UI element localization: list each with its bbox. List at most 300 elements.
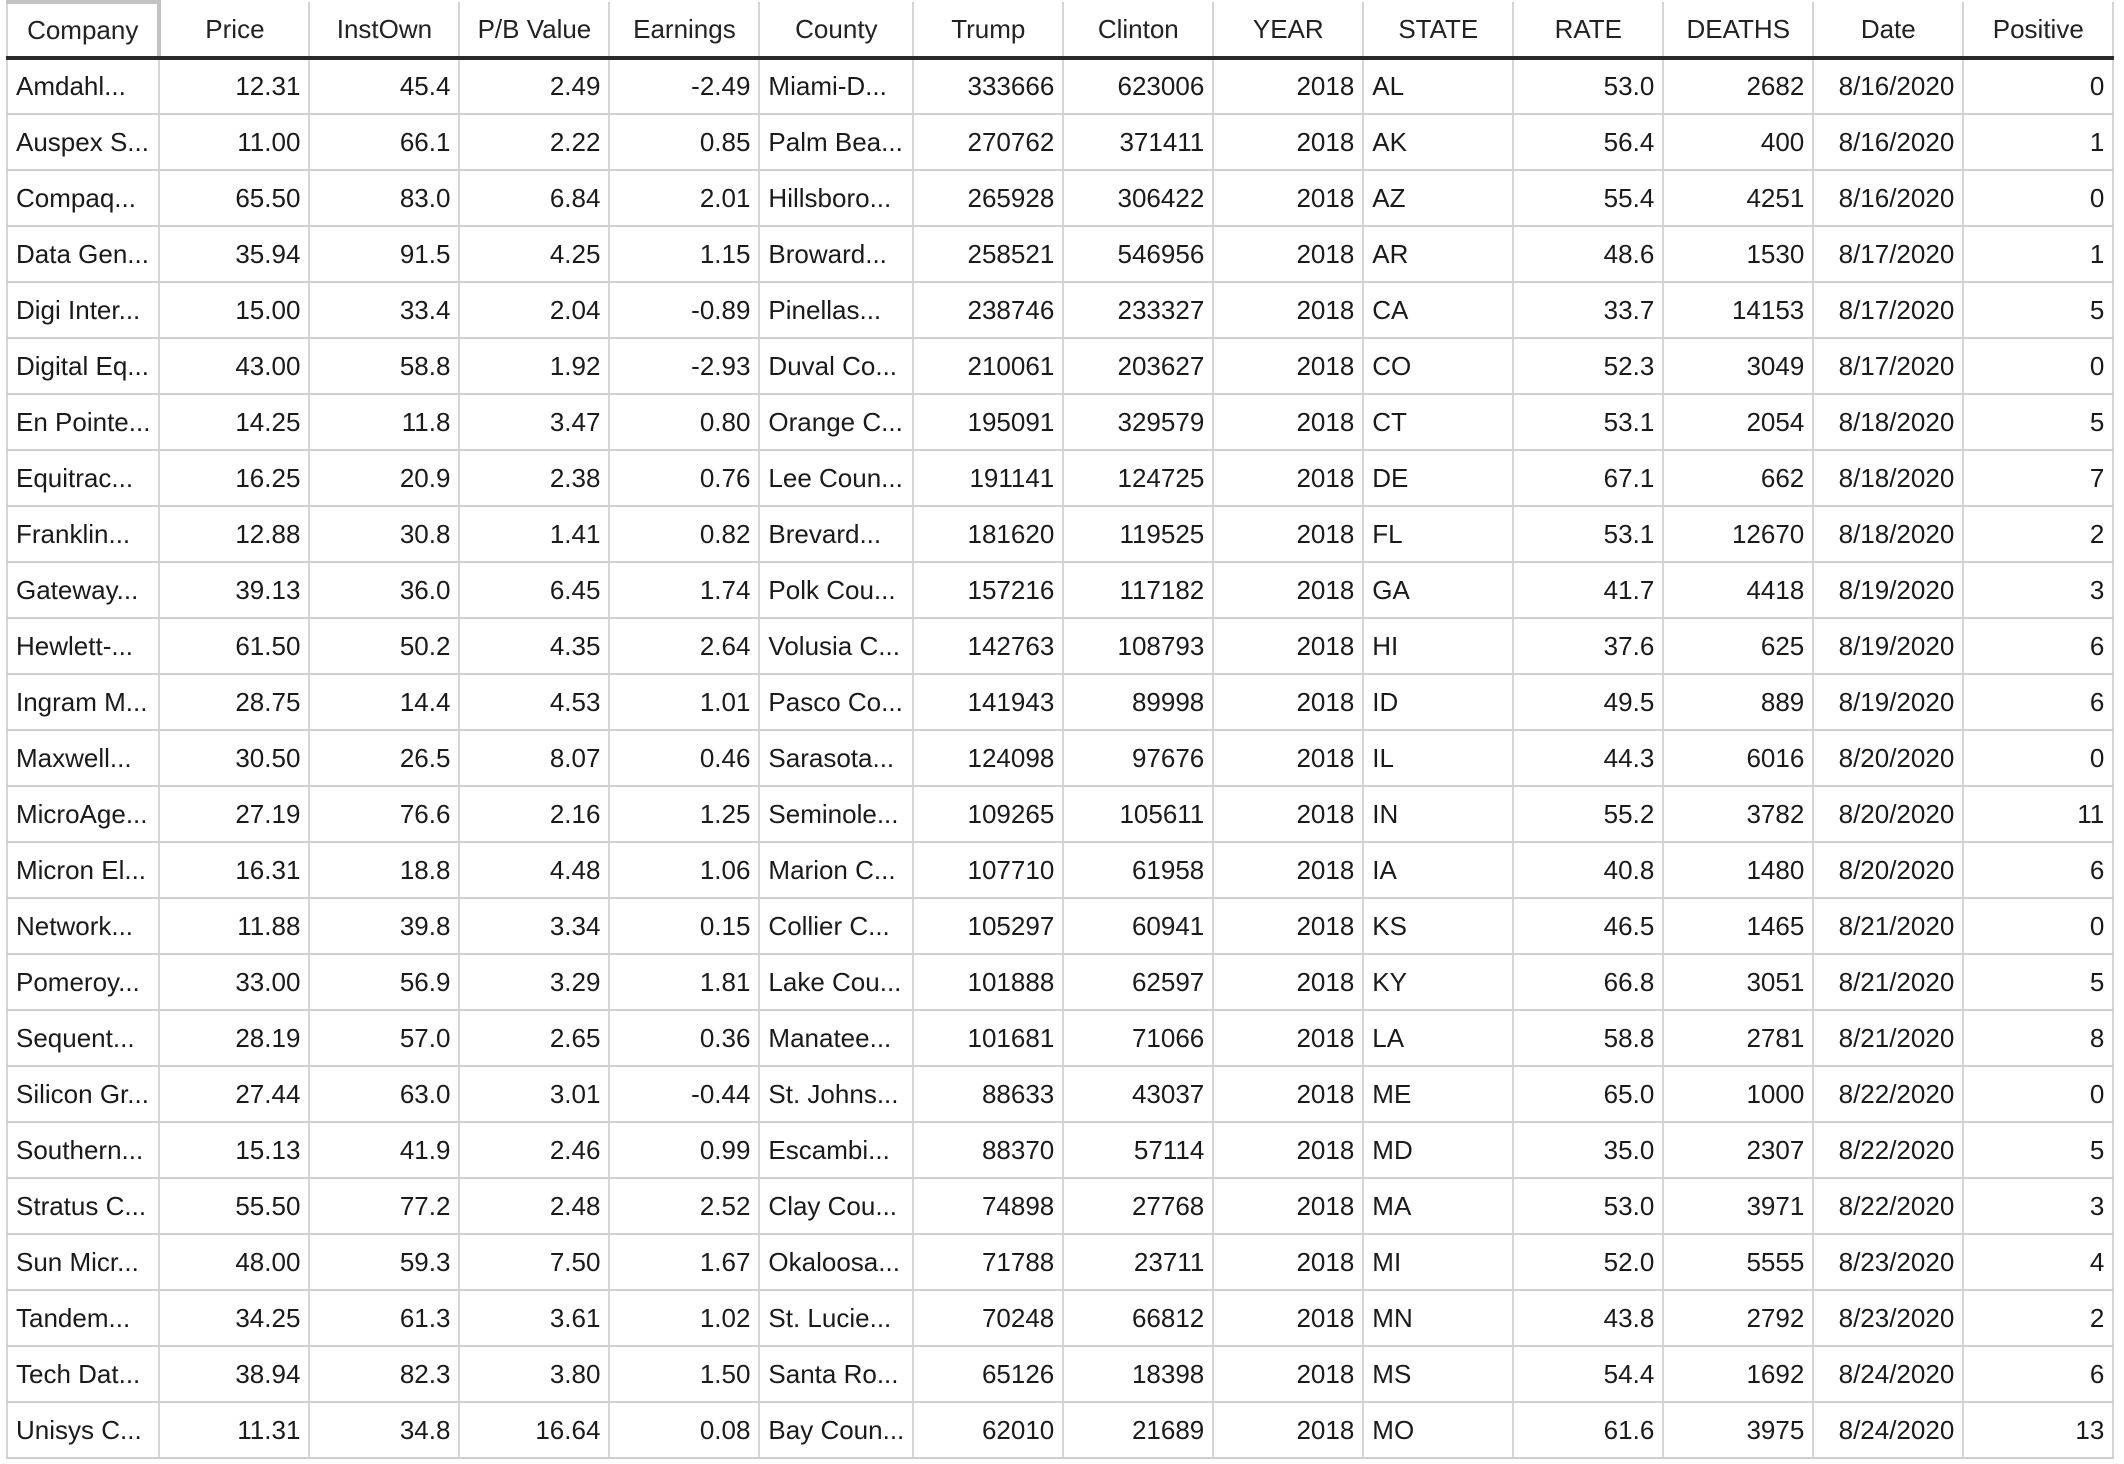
cell-year[interactable]: 2018 (1213, 282, 1363, 338)
cell-date[interactable]: 8/20/2020 (1813, 730, 1963, 786)
cell-company[interactable]: Pomeroy... (7, 954, 159, 1010)
cell-county[interactable]: Orange C... (759, 394, 913, 450)
cell-positive[interactable]: 1 (1963, 226, 2113, 282)
cell-deaths[interactable]: 1000 (1663, 1066, 1813, 1122)
table-row[interactable] (7, 562, 2113, 618)
cell-price[interactable]: 65.50 (159, 170, 309, 226)
cell-price[interactable]: 15.00 (159, 282, 309, 338)
cell-company[interactable]: Equitrac... (7, 450, 159, 506)
cell-deaths[interactable]: 400 (1663, 114, 1813, 170)
table-row[interactable] (7, 226, 2113, 282)
cell-county[interactable]: Miami-D... (759, 58, 913, 114)
cell-county[interactable]: Lake Cou... (759, 954, 913, 1010)
cell-trump[interactable]: 142763 (913, 618, 1063, 674)
cell-clinton[interactable]: 61958 (1063, 842, 1213, 898)
cell-trump[interactable]: 109265 (913, 786, 1063, 842)
cell-state[interactable]: DE (1363, 450, 1513, 506)
cell-county[interactable]: Marion C... (759, 842, 913, 898)
cell-earnings[interactable]: 0.36 (609, 1010, 759, 1066)
cell-state[interactable]: MI (1363, 1234, 1513, 1290)
cell-clinton[interactable]: 23711 (1063, 1234, 1213, 1290)
cell-earnings[interactable]: 0.85 (609, 114, 759, 170)
cell-date[interactable]: 8/20/2020 (1813, 786, 1963, 842)
cell-pb-value[interactable]: 4.48 (459, 842, 609, 898)
table-row[interactable] (7, 842, 2113, 898)
cell-rate[interactable]: 37.6 (1513, 618, 1663, 674)
cell-clinton[interactable]: 89998 (1063, 674, 1213, 730)
cell-deaths[interactable]: 1465 (1663, 898, 1813, 954)
cell-date[interactable]: 8/16/2020 (1813, 58, 1963, 114)
cell-deaths[interactable]: 5555 (1663, 1234, 1813, 1290)
table-row[interactable] (7, 1402, 2113, 1458)
cell-clinton[interactable]: 18398 (1063, 1346, 1213, 1402)
cell-date[interactable]: 8/22/2020 (1813, 1066, 1963, 1122)
cell-deaths[interactable]: 1530 (1663, 226, 1813, 282)
cell-date[interactable]: 8/24/2020 (1813, 1346, 1963, 1402)
cell-positive[interactable]: 5 (1963, 394, 2113, 450)
cell-pb-value[interactable]: 8.07 (459, 730, 609, 786)
column-header-trump[interactable]: Trump (913, 2, 1063, 58)
cell-pb-value[interactable]: 6.45 (459, 562, 609, 618)
cell-rate[interactable]: 67.1 (1513, 450, 1663, 506)
cell-price[interactable]: 48.00 (159, 1234, 309, 1290)
cell-pb-value[interactable]: 3.34 (459, 898, 609, 954)
cell-trump[interactable]: 65126 (913, 1346, 1063, 1402)
cell-date[interactable]: 8/18/2020 (1813, 450, 1963, 506)
cell-instown[interactable]: 26.5 (309, 730, 459, 786)
cell-clinton[interactable]: 233327 (1063, 282, 1213, 338)
cell-pb-value[interactable]: 3.80 (459, 1346, 609, 1402)
cell-rate[interactable]: 55.4 (1513, 170, 1663, 226)
cell-positive[interactable]: 0 (1963, 898, 2113, 954)
cell-county[interactable]: St. Lucie... (759, 1290, 913, 1346)
cell-year[interactable]: 2018 (1213, 954, 1363, 1010)
cell-instown[interactable]: 77.2 (309, 1178, 459, 1234)
column-header-rate[interactable]: RATE (1513, 2, 1663, 58)
cell-price[interactable]: 11.31 (159, 1402, 309, 1458)
cell-instown[interactable]: 34.8 (309, 1402, 459, 1458)
cell-company[interactable]: Stratus C... (7, 1178, 159, 1234)
column-header-state[interactable]: STATE (1363, 2, 1513, 58)
cell-clinton[interactable]: 117182 (1063, 562, 1213, 618)
cell-company[interactable]: Silicon Gr... (7, 1066, 159, 1122)
table-row[interactable] (7, 450, 2113, 506)
cell-county[interactable]: Escambi... (759, 1122, 913, 1178)
cell-trump[interactable]: 71788 (913, 1234, 1063, 1290)
cell-deaths[interactable]: 2781 (1663, 1010, 1813, 1066)
cell-company[interactable]: Tech Dat... (7, 1346, 159, 1402)
cell-deaths[interactable]: 1480 (1663, 842, 1813, 898)
cell-earnings[interactable]: 0.82 (609, 506, 759, 562)
cell-year[interactable]: 2018 (1213, 1178, 1363, 1234)
cell-earnings[interactable]: -2.93 (609, 338, 759, 394)
cell-date[interactable]: 8/24/2020 (1813, 1402, 1963, 1458)
table-row[interactable] (7, 1066, 2113, 1122)
cell-price[interactable]: 55.50 (159, 1178, 309, 1234)
cell-date[interactable]: 8/19/2020 (1813, 674, 1963, 730)
column-header-year[interactable]: YEAR (1213, 2, 1363, 58)
table-row[interactable] (7, 786, 2113, 842)
cell-earnings[interactable]: 2.01 (609, 170, 759, 226)
cell-county[interactable]: Clay Cou... (759, 1178, 913, 1234)
table-row[interactable] (7, 1290, 2113, 1346)
cell-clinton[interactable]: 119525 (1063, 506, 1213, 562)
table-row[interactable] (7, 282, 2113, 338)
cell-earnings[interactable]: 1.02 (609, 1290, 759, 1346)
cell-date[interactable]: 8/17/2020 (1813, 282, 1963, 338)
cell-instown[interactable]: 45.4 (309, 58, 459, 114)
cell-company[interactable]: Auspex S... (7, 114, 159, 170)
cell-state[interactable]: FL (1363, 506, 1513, 562)
cell-year[interactable]: 2018 (1213, 394, 1363, 450)
cell-deaths[interactable]: 3975 (1663, 1402, 1813, 1458)
table-row[interactable] (7, 954, 2113, 1010)
cell-clinton[interactable]: 60941 (1063, 898, 1213, 954)
cell-company[interactable]: Gateway... (7, 562, 159, 618)
cell-earnings[interactable]: 0.76 (609, 450, 759, 506)
column-header-county[interactable]: County (759, 2, 913, 58)
table-row[interactable] (7, 898, 2113, 954)
cell-positive[interactable]: 3 (1963, 562, 2113, 618)
cell-company[interactable]: En Pointe... (7, 394, 159, 450)
cell-pb-value[interactable]: 3.29 (459, 954, 609, 1010)
cell-state[interactable]: CO (1363, 338, 1513, 394)
cell-company[interactable]: Digital Eq... (7, 338, 159, 394)
table-row[interactable] (7, 170, 2113, 226)
cell-rate[interactable]: 48.6 (1513, 226, 1663, 282)
cell-clinton[interactable]: 62597 (1063, 954, 1213, 1010)
cell-pb-value[interactable]: 4.53 (459, 674, 609, 730)
table-row[interactable] (7, 730, 2113, 786)
column-header-instown[interactable]: InstOwn (309, 2, 459, 58)
cell-deaths[interactable]: 4418 (1663, 562, 1813, 618)
cell-price[interactable]: 27.19 (159, 786, 309, 842)
cell-rate[interactable]: 53.1 (1513, 394, 1663, 450)
cell-positive[interactable]: 6 (1963, 674, 2113, 730)
cell-county[interactable]: Collier C... (759, 898, 913, 954)
cell-state[interactable]: MD (1363, 1122, 1513, 1178)
column-header-company[interactable]: Company (7, 2, 159, 58)
cell-instown[interactable]: 50.2 (309, 618, 459, 674)
cell-positive[interactable]: 0 (1963, 730, 2113, 786)
cell-date[interactable]: 8/21/2020 (1813, 954, 1963, 1010)
table-row[interactable] (7, 618, 2113, 674)
cell-state[interactable]: KY (1363, 954, 1513, 1010)
cell-trump[interactable]: 210061 (913, 338, 1063, 394)
cell-positive[interactable]: 0 (1963, 170, 2113, 226)
cell-date[interactable]: 8/20/2020 (1813, 842, 1963, 898)
cell-trump[interactable]: 195091 (913, 394, 1063, 450)
cell-rate[interactable]: 44.3 (1513, 730, 1663, 786)
cell-clinton[interactable]: 21689 (1063, 1402, 1213, 1458)
cell-pb-value[interactable]: 2.04 (459, 282, 609, 338)
cell-rate[interactable]: 56.4 (1513, 114, 1663, 170)
cell-deaths[interactable]: 889 (1663, 674, 1813, 730)
cell-instown[interactable]: 66.1 (309, 114, 459, 170)
table-row[interactable] (7, 1178, 2113, 1234)
cell-pb-value[interactable]: 2.49 (459, 58, 609, 114)
cell-clinton[interactable]: 329579 (1063, 394, 1213, 450)
column-header-date[interactable]: Date (1813, 2, 1963, 58)
cell-instown[interactable]: 33.4 (309, 282, 459, 338)
cell-rate[interactable]: 46.5 (1513, 898, 1663, 954)
cell-pb-value[interactable]: 4.25 (459, 226, 609, 282)
cell-trump[interactable]: 258521 (913, 226, 1063, 282)
cell-trump[interactable]: 107710 (913, 842, 1063, 898)
cell-price[interactable]: 16.31 (159, 842, 309, 898)
cell-date[interactable]: 8/19/2020 (1813, 618, 1963, 674)
cell-date[interactable]: 8/18/2020 (1813, 506, 1963, 562)
cell-state[interactable]: AR (1363, 226, 1513, 282)
cell-company[interactable]: Data Gen... (7, 226, 159, 282)
cell-earnings[interactable]: 0.80 (609, 394, 759, 450)
cell-clinton[interactable]: 306422 (1063, 170, 1213, 226)
cell-rate[interactable]: 65.0 (1513, 1066, 1663, 1122)
cell-clinton[interactable]: 124725 (1063, 450, 1213, 506)
cell-deaths[interactable]: 6016 (1663, 730, 1813, 786)
column-header-price[interactable]: Price (159, 2, 309, 58)
cell-price[interactable]: 35.94 (159, 226, 309, 282)
table-row[interactable] (7, 1122, 2113, 1178)
cell-earnings[interactable]: 1.01 (609, 674, 759, 730)
cell-clinton[interactable]: 108793 (1063, 618, 1213, 674)
cell-pb-value[interactable]: 3.01 (459, 1066, 609, 1122)
cell-positive[interactable]: 11 (1963, 786, 2113, 842)
cell-year[interactable]: 2018 (1213, 786, 1363, 842)
cell-clinton[interactable]: 105611 (1063, 786, 1213, 842)
cell-county[interactable]: Lee Coun... (759, 450, 913, 506)
cell-rate[interactable]: 66.8 (1513, 954, 1663, 1010)
cell-positive[interactable]: 6 (1963, 842, 2113, 898)
cell-positive[interactable]: 6 (1963, 1346, 2113, 1402)
cell-company[interactable]: Maxwell... (7, 730, 159, 786)
cell-pb-value[interactable]: 3.47 (459, 394, 609, 450)
cell-price[interactable]: 11.88 (159, 898, 309, 954)
cell-price[interactable]: 61.50 (159, 618, 309, 674)
cell-instown[interactable]: 36.0 (309, 562, 459, 618)
table-row[interactable] (7, 394, 2113, 450)
cell-pb-value[interactable]: 2.22 (459, 114, 609, 170)
cell-year[interactable]: 2018 (1213, 170, 1363, 226)
cell-deaths[interactable]: 2054 (1663, 394, 1813, 450)
cell-county[interactable]: Bay Coun... (759, 1402, 913, 1458)
cell-state[interactable]: LA (1363, 1010, 1513, 1066)
cell-positive[interactable]: 0 (1963, 338, 2113, 394)
cell-year[interactable]: 2018 (1213, 618, 1363, 674)
cell-earnings[interactable]: 1.81 (609, 954, 759, 1010)
cell-earnings[interactable]: 1.06 (609, 842, 759, 898)
cell-instown[interactable]: 14.4 (309, 674, 459, 730)
cell-instown[interactable]: 41.9 (309, 1122, 459, 1178)
cell-pb-value[interactable]: 2.38 (459, 450, 609, 506)
cell-clinton[interactable]: 66812 (1063, 1290, 1213, 1346)
cell-county[interactable]: Duval Co... (759, 338, 913, 394)
cell-pb-value[interactable]: 16.64 (459, 1402, 609, 1458)
table-row[interactable] (7, 114, 2113, 170)
cell-earnings[interactable]: -0.44 (609, 1066, 759, 1122)
cell-year[interactable]: 2018 (1213, 674, 1363, 730)
cell-positive[interactable]: 3 (1963, 1178, 2113, 1234)
cell-county[interactable]: Hillsboro... (759, 170, 913, 226)
cell-year[interactable]: 2018 (1213, 562, 1363, 618)
table-row[interactable] (7, 506, 2113, 562)
cell-rate[interactable]: 35.0 (1513, 1122, 1663, 1178)
cell-pb-value[interactable]: 2.46 (459, 1122, 609, 1178)
cell-date[interactable]: 8/17/2020 (1813, 226, 1963, 282)
cell-rate[interactable]: 61.6 (1513, 1402, 1663, 1458)
cell-company[interactable]: Amdahl... (7, 58, 159, 114)
cell-rate[interactable]: 33.7 (1513, 282, 1663, 338)
cell-price[interactable]: 38.94 (159, 1346, 309, 1402)
cell-deaths[interactable]: 3971 (1663, 1178, 1813, 1234)
cell-rate[interactable]: 53.0 (1513, 58, 1663, 114)
cell-positive[interactable]: 4 (1963, 1234, 2113, 1290)
cell-deaths[interactable]: 12670 (1663, 506, 1813, 562)
column-header-positive[interactable]: Positive (1963, 2, 2113, 58)
cell-clinton[interactable]: 623006 (1063, 58, 1213, 114)
cell-rate[interactable]: 49.5 (1513, 674, 1663, 730)
cell-state[interactable]: IA (1363, 842, 1513, 898)
cell-instown[interactable]: 56.9 (309, 954, 459, 1010)
cell-earnings[interactable]: 0.99 (609, 1122, 759, 1178)
cell-earnings[interactable]: 2.52 (609, 1178, 759, 1234)
cell-rate[interactable]: 52.0 (1513, 1234, 1663, 1290)
cell-instown[interactable]: 61.3 (309, 1290, 459, 1346)
cell-positive[interactable]: 13 (1963, 1402, 2113, 1458)
cell-deaths[interactable]: 4251 (1663, 170, 1813, 226)
cell-trump[interactable]: 265928 (913, 170, 1063, 226)
cell-pb-value[interactable]: 2.65 (459, 1010, 609, 1066)
cell-instown[interactable]: 76.6 (309, 786, 459, 842)
table-row[interactable] (7, 1234, 2113, 1290)
cell-company[interactable]: Network... (7, 898, 159, 954)
cell-earnings[interactable]: 2.64 (609, 618, 759, 674)
cell-rate[interactable]: 53.1 (1513, 506, 1663, 562)
cell-trump[interactable]: 124098 (913, 730, 1063, 786)
cell-county[interactable]: Broward... (759, 226, 913, 282)
cell-price[interactable]: 15.13 (159, 1122, 309, 1178)
cell-date[interactable]: 8/16/2020 (1813, 114, 1963, 170)
cell-company[interactable]: Compaq... (7, 170, 159, 226)
cell-clinton[interactable]: 546956 (1063, 226, 1213, 282)
cell-price[interactable]: 27.44 (159, 1066, 309, 1122)
cell-state[interactable]: MN (1363, 1290, 1513, 1346)
cell-year[interactable]: 2018 (1213, 506, 1363, 562)
cell-date[interactable]: 8/19/2020 (1813, 562, 1963, 618)
cell-year[interactable]: 2018 (1213, 1010, 1363, 1066)
cell-earnings[interactable]: 1.15 (609, 226, 759, 282)
cell-state[interactable]: GA (1363, 562, 1513, 618)
cell-positive[interactable]: 7 (1963, 450, 2113, 506)
cell-county[interactable]: Seminole... (759, 786, 913, 842)
cell-trump[interactable]: 238746 (913, 282, 1063, 338)
cell-trump[interactable]: 333666 (913, 58, 1063, 114)
table-row[interactable] (7, 338, 2113, 394)
cell-trump[interactable]: 191141 (913, 450, 1063, 506)
cell-deaths[interactable]: 3782 (1663, 786, 1813, 842)
cell-trump[interactable]: 141943 (913, 674, 1063, 730)
cell-company[interactable]: MicroAge... (7, 786, 159, 842)
cell-county[interactable]: Polk Cou... (759, 562, 913, 618)
cell-positive[interactable]: 5 (1963, 1122, 2113, 1178)
cell-state[interactable]: IL (1363, 730, 1513, 786)
cell-trump[interactable]: 101681 (913, 1010, 1063, 1066)
cell-year[interactable]: 2018 (1213, 114, 1363, 170)
cell-state[interactable]: KS (1363, 898, 1513, 954)
cell-trump[interactable]: 105297 (913, 898, 1063, 954)
cell-deaths[interactable]: 3049 (1663, 338, 1813, 394)
cell-earnings[interactable]: 0.46 (609, 730, 759, 786)
cell-date[interactable]: 8/16/2020 (1813, 170, 1963, 226)
cell-instown[interactable]: 59.3 (309, 1234, 459, 1290)
cell-positive[interactable]: 0 (1963, 58, 2113, 114)
cell-year[interactable]: 2018 (1213, 1234, 1363, 1290)
cell-deaths[interactable]: 2792 (1663, 1290, 1813, 1346)
column-header-clinton[interactable]: Clinton (1063, 2, 1213, 58)
cell-pb-value[interactable]: 4.35 (459, 618, 609, 674)
cell-positive[interactable]: 5 (1963, 282, 2113, 338)
cell-clinton[interactable]: 97676 (1063, 730, 1213, 786)
cell-date[interactable]: 8/17/2020 (1813, 338, 1963, 394)
cell-state[interactable]: MO (1363, 1402, 1513, 1458)
cell-company[interactable]: Franklin... (7, 506, 159, 562)
cell-earnings[interactable]: 1.25 (609, 786, 759, 842)
cell-year[interactable]: 2018 (1213, 338, 1363, 394)
cell-trump[interactable]: 270762 (913, 114, 1063, 170)
cell-pb-value[interactable]: 3.61 (459, 1290, 609, 1346)
cell-clinton[interactable]: 203627 (1063, 338, 1213, 394)
cell-instown[interactable]: 57.0 (309, 1010, 459, 1066)
cell-deaths[interactable]: 2682 (1663, 58, 1813, 114)
cell-trump[interactable]: 157216 (913, 562, 1063, 618)
cell-price[interactable]: 28.19 (159, 1010, 309, 1066)
cell-trump[interactable]: 88633 (913, 1066, 1063, 1122)
cell-state[interactable]: AL (1363, 58, 1513, 114)
cell-state[interactable]: AK (1363, 114, 1513, 170)
cell-earnings[interactable]: 1.50 (609, 1346, 759, 1402)
cell-date[interactable]: 8/21/2020 (1813, 898, 1963, 954)
cell-year[interactable]: 2018 (1213, 1066, 1363, 1122)
cell-date[interactable]: 8/21/2020 (1813, 1010, 1963, 1066)
column-header-deaths[interactable]: DEATHS (1663, 2, 1813, 58)
cell-trump[interactable]: 101888 (913, 954, 1063, 1010)
cell-deaths[interactable]: 625 (1663, 618, 1813, 674)
cell-company[interactable]: Sun Micr... (7, 1234, 159, 1290)
cell-earnings[interactable]: 1.74 (609, 562, 759, 618)
cell-instown[interactable]: 91.5 (309, 226, 459, 282)
cell-pb-value[interactable]: 2.16 (459, 786, 609, 842)
cell-rate[interactable]: 54.4 (1513, 1346, 1663, 1402)
cell-year[interactable]: 2018 (1213, 1346, 1363, 1402)
cell-year[interactable]: 2018 (1213, 730, 1363, 786)
cell-deaths[interactable]: 2307 (1663, 1122, 1813, 1178)
cell-state[interactable]: ID (1363, 674, 1513, 730)
cell-date[interactable]: 8/22/2020 (1813, 1122, 1963, 1178)
cell-instown[interactable]: 20.9 (309, 450, 459, 506)
cell-trump[interactable]: 88370 (913, 1122, 1063, 1178)
cell-year[interactable]: 2018 (1213, 1122, 1363, 1178)
cell-state[interactable]: IN (1363, 786, 1513, 842)
cell-deaths[interactable]: 1692 (1663, 1346, 1813, 1402)
cell-earnings[interactable]: 0.15 (609, 898, 759, 954)
column-header-earnings[interactable]: Earnings (609, 2, 759, 58)
cell-instown[interactable]: 18.8 (309, 842, 459, 898)
cell-instown[interactable]: 30.8 (309, 506, 459, 562)
cell-county[interactable]: Brevard... (759, 506, 913, 562)
cell-price[interactable]: 33.00 (159, 954, 309, 1010)
cell-deaths[interactable]: 3051 (1663, 954, 1813, 1010)
cell-price[interactable]: 11.00 (159, 114, 309, 170)
